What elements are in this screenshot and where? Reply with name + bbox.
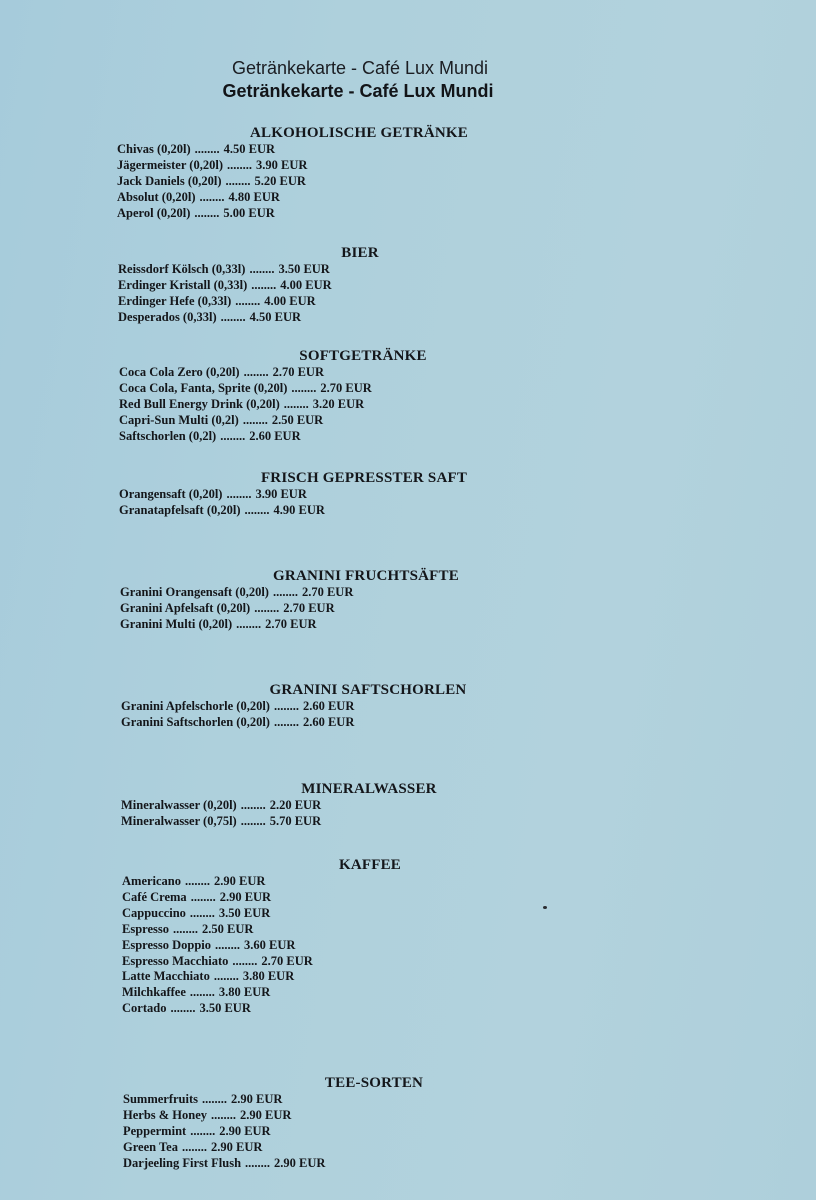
item-name: Granini Multi (0,20l) (120, 616, 233, 631)
item-price: 3.50 EUR (278, 262, 330, 276)
item-name: Desperados (0,33l) (118, 309, 217, 324)
item-dots: ........ (220, 428, 246, 443)
item-name: Granini Saftschorlen (0,20l) (121, 714, 270, 729)
section-heading: GRANINI SAFTSCHORLEN (269, 682, 467, 698)
menu-item (121, 798, 321, 814)
item-price: 2.90 EUR (231, 1092, 283, 1106)
menu-item (117, 158, 307, 174)
item-price: 2.70 EUR (283, 600, 335, 615)
item-dots: ........ (254, 600, 280, 615)
item-price: 3.50 EUR (218, 905, 271, 920)
item-price: 3.60 EUR (244, 937, 296, 952)
item-name: Red Bull Energy Drink (0,20l) (119, 396, 280, 411)
item-price: 4.90 EUR (273, 502, 325, 517)
item-name: Herbs & Honey (123, 1107, 208, 1122)
item-name: Cortado (122, 1001, 167, 1016)
menu-item (123, 1124, 325, 1140)
item-dots: ........ (199, 189, 225, 204)
item-name: Green Tea (123, 1139, 178, 1154)
item-name: Café Crema (122, 889, 187, 904)
menu-title: Getränkekarte - Café Lux Mundi (231, 58, 489, 78)
menu-item (123, 1092, 325, 1108)
item-dots: ........ (273, 699, 299, 713)
section-item-list (120, 585, 353, 633)
menu-item (120, 601, 353, 617)
item-price: 2.60 EUR (302, 699, 355, 713)
item-name: Milchkaffee (122, 985, 186, 1000)
menu-item (122, 874, 313, 890)
item-name: Saftschorlen (0,2l) (119, 428, 217, 443)
item-name: Absolut (0,20l) (117, 189, 196, 204)
menu-item (122, 985, 313, 1001)
item-name: Erdinger Kristall (0,33l) (118, 277, 248, 292)
menu-item (122, 922, 313, 938)
item-name: Aperol (0,20l) (117, 205, 191, 220)
item-price: 2.60 EUR (302, 714, 355, 729)
menu-item (118, 310, 332, 326)
menu-item (119, 381, 372, 397)
item-name: Granatapfelsaft (0,20l) (119, 502, 241, 517)
item-dots: ........ (283, 396, 309, 411)
item-name: Chivas (0,20l) (117, 142, 191, 156)
item-price: 2.70 EUR (261, 953, 313, 968)
item-name: Granini Apfelsaft (0,20l) (120, 600, 251, 615)
item-price: 4.00 EUR (280, 277, 332, 292)
section-heading: FRISCH GEPRESSTER SAFT (260, 470, 468, 486)
section-heading: BIER (341, 245, 379, 261)
item-name: Summerfruits (123, 1092, 198, 1106)
menu-item (117, 142, 307, 158)
item-dots: ........ (194, 142, 220, 156)
item-dots: ........ (202, 1092, 227, 1106)
item-name: Americano (122, 874, 182, 888)
item-dots: ........ (242, 412, 268, 427)
section-heading: TEE-SORTEN (324, 1075, 424, 1091)
item-price: 2.90 EUR (219, 889, 272, 904)
item-name: Jägermeister (0,20l) (117, 157, 223, 172)
item-dots: ........ (220, 309, 246, 324)
item-price: 2.60 EUR (249, 428, 301, 443)
menu-item (118, 294, 332, 310)
menu-item (121, 814, 321, 830)
section-item-list (121, 699, 354, 731)
menu-item (123, 1108, 325, 1124)
item-dots: ........ (249, 262, 275, 276)
item-name: Granini Apfelschorle (0,20l) (121, 699, 270, 713)
item-name: Espresso (122, 921, 170, 936)
menu-title-bold: Getränkekarte - Café Lux Mundi (222, 81, 494, 101)
item-price: 3.90 EUR (255, 487, 307, 501)
item-price: 2.90 EUR (219, 1123, 271, 1138)
item-price: 3.50 EUR (199, 1001, 251, 1016)
item-price: 3.80 EUR (242, 969, 295, 984)
item-price: 4.00 EUR (264, 293, 316, 308)
item-price: 3.20 EUR (312, 396, 365, 411)
menu-item (121, 715, 354, 731)
item-dots: ........ (272, 585, 298, 599)
item-dots: ........ (226, 487, 252, 501)
menu-item (122, 890, 313, 906)
section-item-list (118, 262, 332, 326)
item-price: 2.90 EUR (214, 874, 266, 888)
item-dots: ........ (226, 157, 252, 172)
section-heading: SOFTGETRÄNKE (299, 348, 427, 364)
menu-item (122, 1001, 313, 1017)
item-dots: ........ (190, 1123, 216, 1138)
item-dots: ........ (211, 1107, 237, 1122)
item-dots: ........ (273, 714, 299, 729)
item-name: Latte Macchiato (122, 969, 210, 984)
item-price: 5.70 EUR (269, 813, 322, 828)
item-name: Orangensaft (0,20l) (119, 487, 223, 501)
item-dots: ........ (240, 798, 266, 812)
item-name: Mineralwasser (0,75l) (121, 813, 237, 828)
item-name: Espresso Doppio (122, 937, 212, 952)
item-name: Darjeeling First Flush (123, 1155, 242, 1170)
menu-item (119, 397, 372, 413)
menu-item (119, 487, 325, 503)
item-price: 5.20 EUR (254, 173, 306, 188)
item-name: Coca Cola, Fanta, Sprite (0,20l) (119, 380, 288, 395)
item-name: Capri-Sun Multi (0,2l) (119, 412, 239, 427)
section-heading: MINERALWASSER (301, 781, 437, 797)
menu-item (121, 699, 354, 715)
item-name: Cappuccino (122, 905, 186, 920)
menu-item (119, 503, 325, 519)
item-price: 2.70 EUR (320, 380, 372, 395)
menu-item (117, 174, 307, 190)
menu-item (117, 190, 307, 206)
section-heading: ALKOHOLISCHE GETRÄNKE (250, 125, 468, 141)
menu-item (120, 585, 353, 601)
section-item-list (119, 365, 372, 445)
menu-item (122, 906, 313, 922)
item-dots: ........ (243, 365, 269, 379)
item-price: 2.50 EUR (202, 921, 254, 936)
item-dots: ........ (245, 1155, 271, 1170)
item-name: Granini Orangensaft (0,20l) (120, 585, 269, 599)
section-item-list (122, 874, 313, 1017)
item-price: 5.00 EUR (223, 205, 275, 220)
item-price: 2.90 EUR (274, 1155, 326, 1170)
item-dots: ........ (189, 905, 215, 920)
item-price: 2.70 EUR (301, 585, 354, 599)
item-dots: ........ (189, 985, 215, 1000)
menu-item (118, 278, 332, 294)
item-price: 2.70 EUR (265, 616, 317, 631)
menu-item (122, 969, 313, 985)
item-price: 2.90 EUR (240, 1107, 292, 1122)
section-item-list (119, 487, 325, 519)
item-price: 2.20 EUR (269, 798, 322, 812)
item-dots: ........ (194, 205, 220, 220)
item-price: 4.80 EUR (228, 189, 280, 204)
item-name: Erdinger Hefe (0,33l) (118, 293, 232, 308)
section-item-list (123, 1092, 325, 1172)
menu-item (122, 938, 313, 954)
item-dots: ........ (291, 380, 317, 395)
menu-item (119, 429, 372, 445)
item-dots: ........ (213, 969, 239, 984)
item-dots: ........ (215, 937, 241, 952)
item-name: Coca Cola Zero (0,20l) (119, 365, 240, 379)
paper-speck (543, 906, 547, 909)
item-price: 4.50 EUR (223, 142, 276, 156)
item-dots: ........ (240, 813, 266, 828)
item-dots: ........ (236, 616, 262, 631)
section-item-list (117, 142, 307, 222)
menu-item (117, 206, 307, 222)
menu-item (119, 365, 372, 381)
item-dots: ........ (225, 173, 251, 188)
item-name: Peppermint (123, 1123, 187, 1138)
item-dots: ........ (185, 874, 211, 888)
item-name: Espresso Macchiato (122, 953, 229, 968)
item-dots: ........ (170, 1001, 196, 1016)
menu-item (120, 617, 353, 633)
item-price: 2.90 EUR (210, 1139, 263, 1154)
item-price: 2.70 EUR (272, 365, 324, 379)
item-dots: ........ (173, 921, 199, 936)
item-price: 3.90 EUR (255, 157, 308, 172)
item-name: Jack Daniels (0,20l) (117, 173, 222, 188)
item-dots: ........ (235, 293, 261, 308)
item-name: Reissdorf Kölsch (0,33l) (118, 262, 246, 276)
item-dots: ........ (232, 953, 258, 968)
item-name: Mineralwasser (0,20l) (121, 798, 237, 812)
section-heading: GRANINI FRUCHTSÄFTE (273, 568, 459, 584)
section-item-list (121, 798, 321, 830)
item-dots: ........ (251, 277, 277, 292)
item-dots: ........ (190, 889, 216, 904)
item-dots: ........ (244, 502, 270, 517)
menu-item (118, 262, 332, 278)
item-price: 2.50 EUR (271, 412, 324, 427)
menu-item (123, 1156, 325, 1172)
menu-item (123, 1140, 325, 1156)
menu-item (119, 413, 372, 429)
item-dots: ........ (181, 1139, 207, 1154)
menu-item (122, 954, 313, 970)
section-heading: KAFFEE (338, 857, 402, 873)
item-price: 4.50 EUR (249, 309, 302, 324)
item-price: 3.80 EUR (218, 985, 271, 1000)
